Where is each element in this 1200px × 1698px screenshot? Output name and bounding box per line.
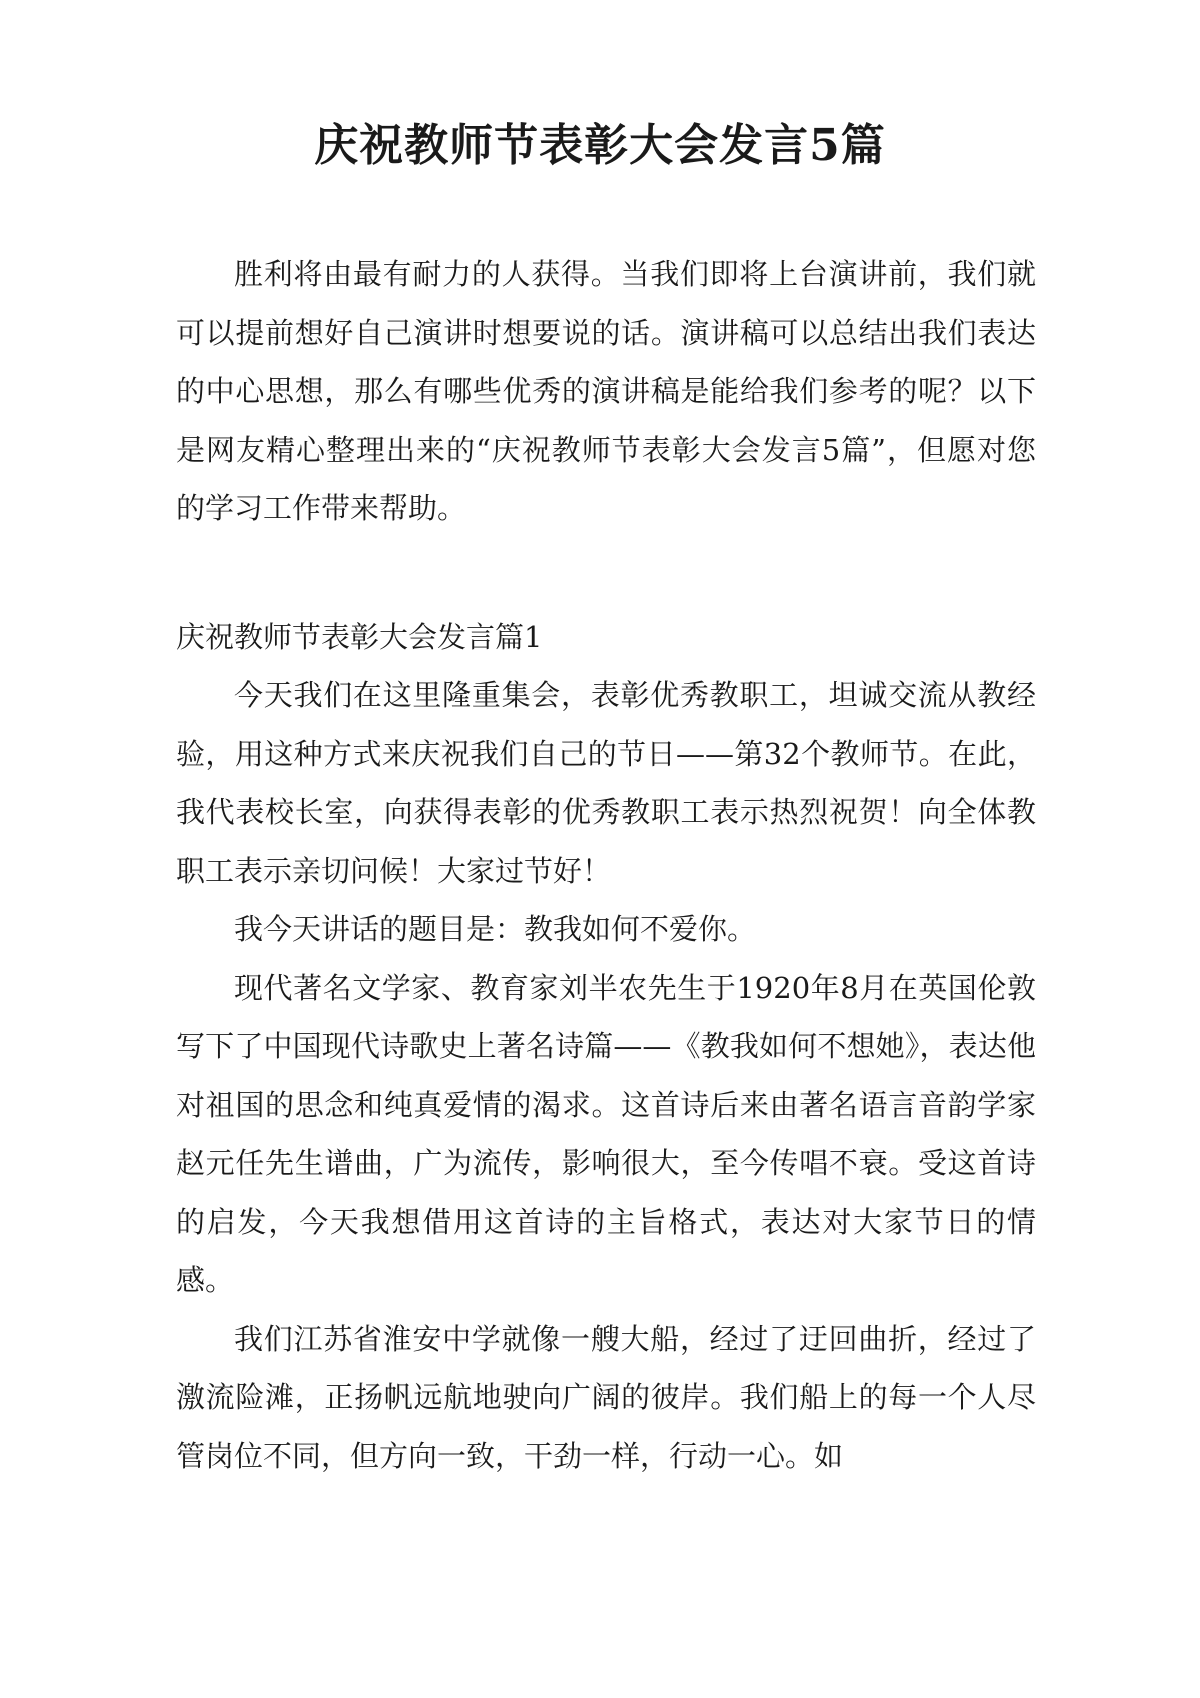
body-paragraph: 现代著名文学家、教育家刘半农先生于1920年8月在英国伦敦写下了中国现代诗歌史上著名诗篇——《教我如何不想她》，表达他对祖国的思念和纯真爱情的渴求。这首诗后来由著名语言音韵学家赵元任先生谱曲，广为流传，影响很大，至今传唱不衰。受这首诗的启发，今天我想借用这首诗的主旨格式，表达对大家节日的情感。	[176, 970, 1036, 1297]
body-paragraph: 我们江苏省淮安中学就像一艘大船，经过了迂回曲折，经过了激流险滩，正扬帆远航地驶向广阔的彼岸。我们船上的每一个人尽管岗位不同，但方向一致，干劲一样，行动一心。如	[176, 1321, 1036, 1473]
document-title: 庆祝教师节表彰大会发言5篇	[314, 120, 886, 171]
section-heading: 庆祝教师节表彰大会发言篇1	[176, 619, 543, 654]
body-paragraph: 今天我们在这里隆重集会，表彰优秀教职工，坦诚交流从教经验，用这种方式来庆祝我们自己的节日——第32个教师节。在此，我代表校长室，向获得表彰的优秀教职工表示热烈祝贺！向全体教职工表示亲切问候！大家过节好！	[176, 678, 1036, 888]
section-spacer	[176, 538, 1036, 608]
body-paragraph: 我今天讲话的题目是：教我如何不爱你。	[234, 912, 757, 946]
document-body	[176, 245, 1036, 1485]
intro-paragraph: 胜利将由最有耐力的人获得。当我们即将上台演讲前，我们就可以提前想好自己演讲时想要说的话。演讲稿可以总结出我们表达的中心思想，那么有哪些优秀的演讲稿是能给我们参考的呢？以下是网友精心整理出来的“庆祝教师节表彰大会发言5篇”，但愿对您的学习工作带来帮助。	[176, 257, 1036, 525]
